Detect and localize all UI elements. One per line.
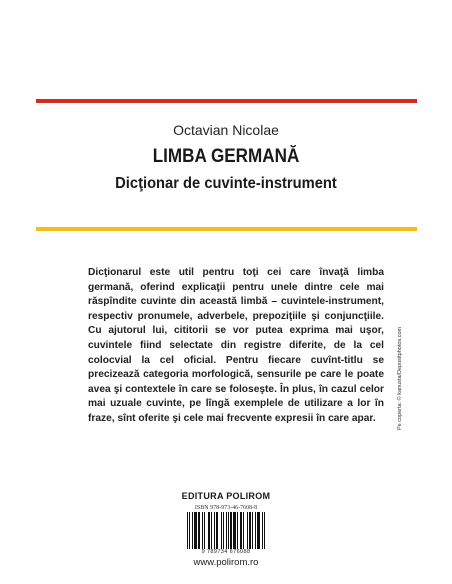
barcode-digits: 9 789734 676088 [201,549,251,555]
book-subtitle: Dicţionar de cuvinte-instrument [115,175,337,192]
publisher-website: www.polirom.ro [193,557,259,568]
photo-credit [397,326,407,440]
author-name: Octavian Nicolae [173,122,279,138]
bottom-yellow-rule [36,227,417,231]
barcode-icon [187,512,265,549]
top-red-rule [36,99,417,103]
book-title: LIMBA GERMANĂ [152,146,300,167]
photo-credit-text: Pe coperta: © kanusta/Depositphotos.com [397,326,403,430]
isbn-number: ISBN 978-973-46-7608-8 [194,505,258,511]
publisher-name: EDITURA POLIROM [181,491,271,501]
book-description: Dicţionarul este util pentru toţi cei care învaţă limba germană, oferind explicaţii pentru unele dintre cele mai răspîndite cuvinte din această limbă – cuvintele-instrument, respectiv pronumele, adverbele, prepoziţiile şi conjuncţiile. Cu ajutorul lui, cititorii se vor putea exprima mai uşor, cuvintele fiind selectate din registre diferite, de la cel colocvial la cel oficial. Pentru fiecare cuvînt-titlu se precizează categoria morfologică, sensurile pe care le poate avea şi contextele în care se foloseşte. În plus, în cazul celor mai uzuale cuvinte, pe lîngă exemplele de utilizare a lor în fraze, sînt oferite şi cele mai frecvente expresii în care apar. [88,267,384,424]
